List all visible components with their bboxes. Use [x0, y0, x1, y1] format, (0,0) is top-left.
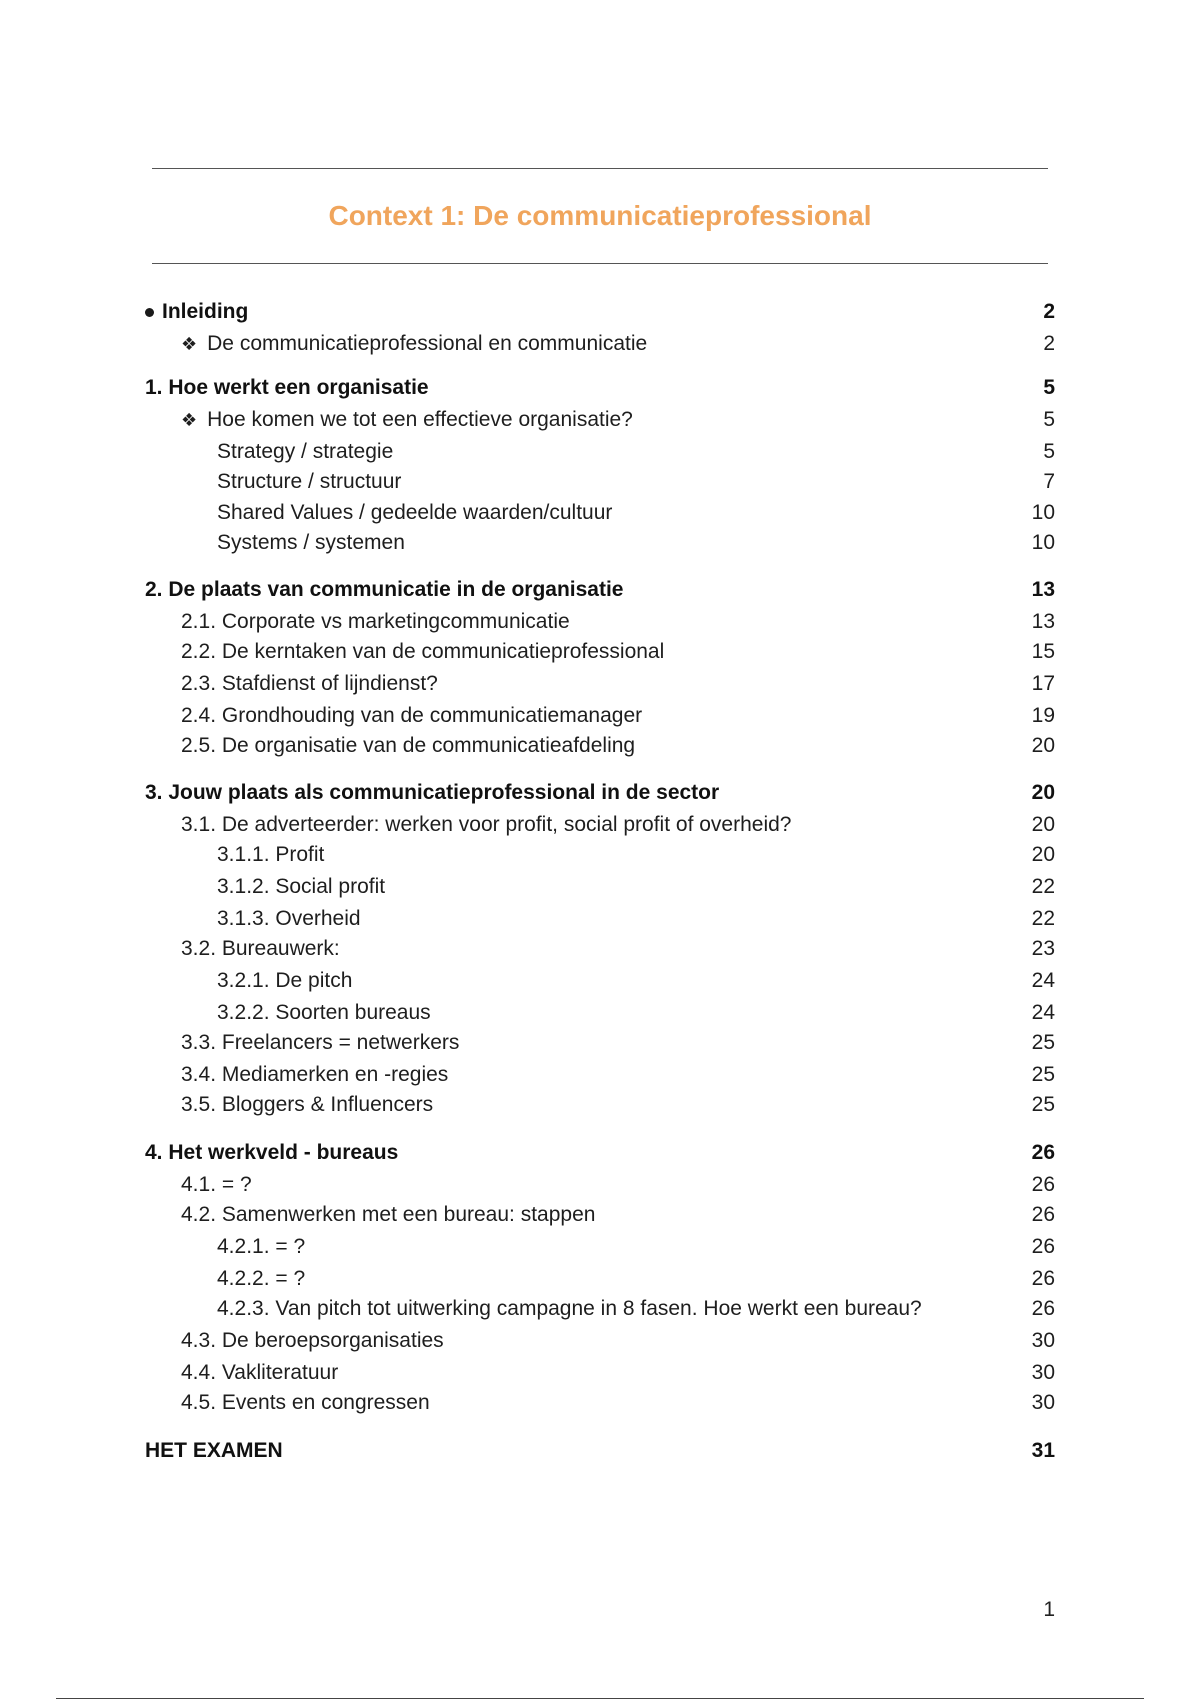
toc-entry[interactable] — [145, 1137, 1055, 1169]
toc-entry-text: 3.1.1. Profit — [217, 843, 325, 866]
toc-entry-label — [145, 470, 401, 494]
toc-entry[interactable] — [145, 1027, 1055, 1059]
toc-entry-label — [145, 875, 385, 899]
toc-entry[interactable] — [145, 871, 1055, 903]
toc-entry[interactable] — [145, 730, 1055, 762]
page-number: 1 — [1043, 1598, 1055, 1621]
toc-entry-label — [145, 907, 361, 931]
toc-entry[interactable] — [145, 777, 1055, 809]
bullet-icon — [145, 308, 154, 317]
toc-entry-text: 2.4. Grondhouding van de communicatiemanager — [181, 704, 643, 727]
toc-entry-text: 3.4. Mediamerken en -regies — [181, 1063, 449, 1086]
toc-entry[interactable] — [145, 1169, 1055, 1201]
toc-entry[interactable] — [145, 668, 1055, 700]
toc-entry-text: 3.2.1. De pitch — [217, 969, 353, 992]
toc-entry-label — [145, 640, 664, 664]
toc-entry-text: 3.1.3. Overheid — [217, 907, 361, 930]
toc-entry-text: 2. De plaats van communicatie in de organisatie — [145, 578, 624, 601]
toc-entry-text: 4.5. Events en congressen — [181, 1391, 430, 1414]
toc-entry-label — [145, 1391, 430, 1415]
toc-entry-page: 13 — [1031, 610, 1055, 633]
toc-entry-page: 26 — [1031, 1267, 1055, 1290]
toc-entry-text: Shared Values / gedeelde waarden/cultuur — [217, 501, 613, 524]
toc-entry-label — [145, 1063, 448, 1087]
toc-entry[interactable] — [145, 1435, 1055, 1467]
toc-entry-page: 5 — [1043, 440, 1055, 463]
toc-entry-label — [145, 969, 352, 993]
toc-entry-page: 22 — [1031, 907, 1055, 930]
toc-entry-text: Inleiding — [162, 300, 249, 323]
toc-entry-label — [145, 781, 719, 805]
toc-entry[interactable] — [145, 527, 1055, 559]
toc-entry-text: Strategy / strategie — [217, 440, 394, 463]
toc-entry-label — [145, 1173, 252, 1197]
toc-entry-page: 19 — [1031, 704, 1055, 727]
toc-entry-text: 3.5. Bloggers & Influencers — [181, 1093, 434, 1116]
diamond-bullet-icon: ❖ — [181, 409, 198, 430]
toc-entry-label — [145, 578, 624, 602]
toc-entry[interactable] — [145, 606, 1055, 638]
toc-entry-text: 3. Jouw plaats als communicatieprofessional in de sector — [145, 781, 720, 804]
toc-entry-page: 24 — [1031, 1001, 1055, 1024]
toc-entry-page: 24 — [1031, 969, 1055, 992]
toc-entry-page: 25 — [1031, 1063, 1055, 1086]
toc-entry-label — [145, 1203, 595, 1227]
toc-entry-page: 20 — [1031, 843, 1055, 866]
toc-entry[interactable] — [145, 1357, 1055, 1389]
toc-entry-text: 1. Hoe werkt een organisatie — [145, 376, 429, 399]
toc-entry[interactable] — [145, 1231, 1055, 1263]
toc-entry[interactable] — [145, 965, 1055, 997]
toc-entry-page: 23 — [1031, 937, 1055, 960]
toc-entry[interactable] — [145, 1325, 1055, 1357]
toc-entry-page: 25 — [1031, 1031, 1055, 1054]
toc-entry-page: 26 — [1031, 1141, 1055, 1164]
diamond-bullet-icon: ❖ — [181, 333, 198, 354]
toc-entry-page: 5 — [1043, 376, 1055, 399]
toc-entry[interactable] — [145, 466, 1055, 498]
footer-divider — [56, 1698, 1144, 1699]
toc-entry-label — [145, 1361, 338, 1385]
toc-entry-text: 2.1. Corporate vs marketingcommunicatie — [181, 610, 570, 633]
toc-entry-text: 4.2. Samenwerken met een bureau: stappen — [181, 1203, 596, 1226]
toc-entry-text: 3.1. De adverteerder: werken voor profit, social profit of overheid? — [181, 813, 792, 836]
toc-entry[interactable] — [145, 328, 1055, 360]
toc-entry[interactable] — [145, 1089, 1055, 1121]
toc-entry-page: 7 — [1043, 470, 1055, 493]
toc-entry-label — [145, 672, 438, 696]
toc-entry-page: 30 — [1031, 1391, 1055, 1414]
toc-entry-label — [145, 813, 791, 837]
toc-entry-page: 26 — [1031, 1235, 1055, 1258]
toc-entry-text: 4.1. = ? — [181, 1173, 252, 1196]
toc-entry-label — [145, 610, 570, 634]
toc-entry-label — [145, 1297, 922, 1321]
toc-entry-page: 31 — [1031, 1439, 1055, 1462]
toc-entry-page: 20 — [1031, 813, 1055, 836]
toc-entry-page: 25 — [1031, 1093, 1055, 1116]
toc-entry-page: 26 — [1031, 1203, 1055, 1226]
toc-entry[interactable] — [145, 497, 1055, 529]
toc-entry[interactable] — [145, 404, 1055, 436]
toc-entry-label — [145, 734, 635, 758]
toc-entry-text: 2.3. Stafdienst of lijndienst? — [181, 672, 438, 695]
toc-entry-text: 4. Het werkveld - bureaus — [145, 1141, 399, 1164]
toc-entry-label — [145, 440, 393, 464]
toc-entry[interactable] — [145, 997, 1055, 1029]
toc-entry-label — [145, 1329, 444, 1353]
toc-entry-text: Systems / systemen — [217, 531, 405, 554]
toc-entry-page: 30 — [1031, 1329, 1055, 1352]
toc-entry-page: 2 — [1043, 332, 1055, 355]
toc-entry-text: 4.3. De beroepsorganisaties — [181, 1329, 444, 1352]
toc-entry-label — [145, 376, 429, 400]
toc-entry-text: 3.1.2. Social profit — [217, 875, 386, 898]
toc-entry-label — [145, 1141, 398, 1165]
toc-entry[interactable] — [145, 1199, 1055, 1231]
toc-entry-label — [145, 1267, 305, 1291]
toc-entry-text: 3.3. Freelancers = netwerkers — [181, 1031, 460, 1054]
toc-entry-page: 30 — [1031, 1361, 1055, 1384]
toc-entry-text: Structure / structuur — [217, 470, 402, 493]
toc-entry-page: 5 — [1043, 408, 1055, 431]
toc-entry-text: 3.2.2. Soorten bureaus — [217, 1001, 431, 1024]
toc-entry-text: 4.2.3. Van pitch tot uitwerking campagne in 8 fasen. Hoe werkt een bureau? — [217, 1297, 922, 1320]
toc-entry[interactable] — [145, 436, 1055, 468]
toc-entry-label — [145, 531, 405, 555]
toc-entry-text: 2.5. De organisatie van de communicatieafdeling — [181, 734, 636, 757]
toc-entry-text: 2.2. De kerntaken van de communicatieprofessional — [181, 640, 665, 663]
toc-entry[interactable] — [145, 809, 1055, 841]
toc-entry-page: 17 — [1031, 672, 1055, 695]
toc-entry[interactable] — [145, 1059, 1055, 1091]
toc-entry-label — [145, 332, 647, 356]
toc-entry-page: 10 — [1031, 501, 1055, 524]
toc-entry-text: De communicatieprofessional en communicatie — [207, 332, 648, 355]
toc-entry-label — [145, 843, 324, 867]
toc-entry[interactable] — [145, 574, 1055, 606]
toc-entry-page: 15 — [1031, 640, 1055, 663]
toc-entry-page: 10 — [1031, 531, 1055, 554]
page-title: Context 1: De communicatieprofessional — [328, 200, 872, 231]
toc-entry-label — [145, 1031, 459, 1055]
toc-entry[interactable] — [145, 1387, 1055, 1419]
toc-entry-page: 13 — [1031, 578, 1055, 601]
toc-entry-text: 4.2.2. = ? — [217, 1267, 306, 1290]
toc-entry-text: HET EXAMEN — [145, 1439, 283, 1462]
toc-entry[interactable] — [145, 903, 1055, 935]
toc-entry[interactable] — [145, 1293, 1055, 1325]
toc-entry-page: 20 — [1031, 734, 1055, 757]
toc-entry-label — [145, 1093, 433, 1117]
toc-entry-page: 26 — [1031, 1173, 1055, 1196]
toc-entry-label — [145, 501, 612, 525]
toc-entry-label — [145, 408, 633, 432]
toc-entry-text: 3.2. Bureauwerk: — [181, 937, 340, 960]
toc-entry-text: Hoe komen we tot een effectieve organisatie? — [207, 408, 633, 431]
toc-entry[interactable] — [145, 700, 1055, 732]
toc-entry-label — [145, 1439, 283, 1463]
toc-entry[interactable] — [145, 1263, 1055, 1295]
toc-entry-page: 22 — [1031, 875, 1055, 898]
toc-entry-page: 2 — [1043, 300, 1055, 323]
toc-entry-label — [145, 1235, 305, 1259]
toc-entry-label — [145, 300, 248, 324]
toc-entry[interactable] — [145, 296, 1055, 328]
toc-entry[interactable] — [145, 839, 1055, 871]
toc-entry[interactable] — [145, 372, 1055, 404]
toc-entry-label — [145, 704, 642, 728]
toc-entry-label — [145, 1001, 431, 1025]
toc-entry-page: 20 — [1031, 781, 1055, 804]
toc-entry[interactable] — [145, 636, 1055, 668]
toc-entry-text: 4.4. Vakliteratuur — [181, 1361, 339, 1384]
toc-entry[interactable] — [145, 933, 1055, 965]
toc-entry-label — [145, 937, 340, 961]
toc-entry-page: 26 — [1031, 1297, 1055, 1320]
toc-entry-text: 4.2.1. = ? — [217, 1235, 306, 1258]
